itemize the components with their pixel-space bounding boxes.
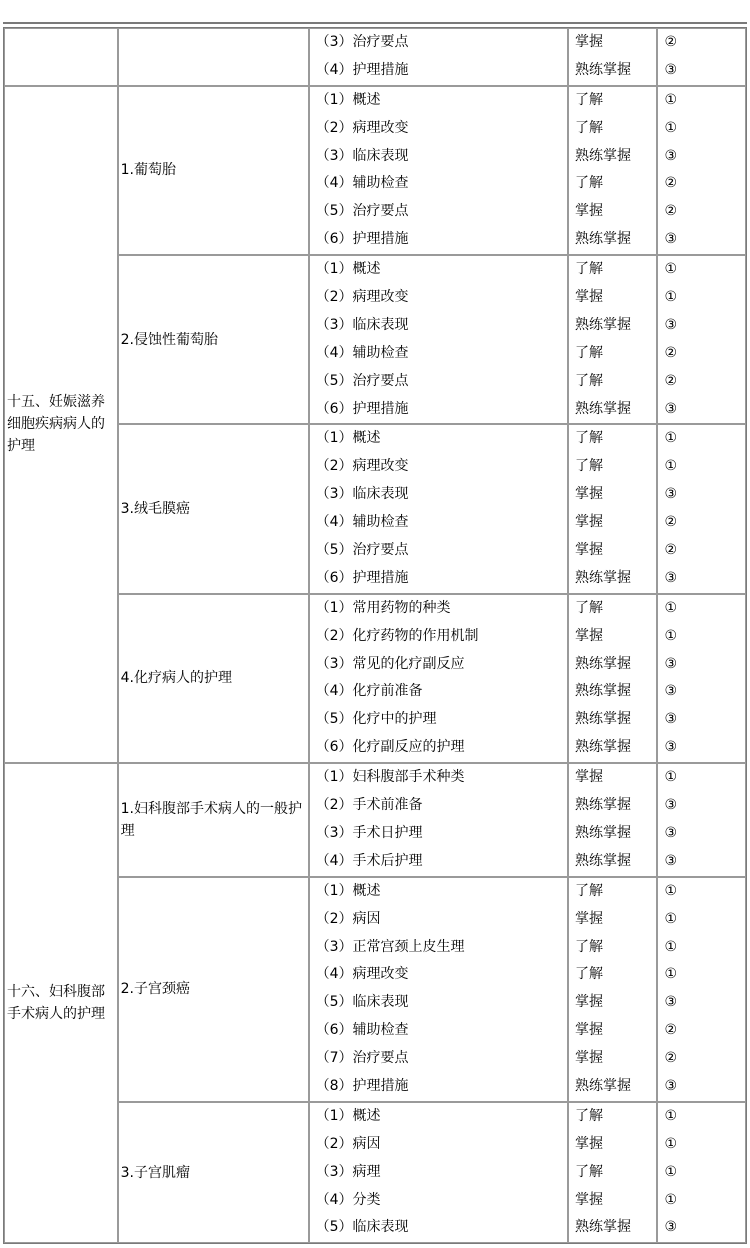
content-cell	[309, 28, 568, 86]
level-cell	[568, 28, 657, 86]
mark-line: ①	[664, 430, 678, 447]
mark-cell	[657, 877, 746, 1102]
mark-line: ①	[664, 261, 678, 278]
mark-line: ①	[664, 599, 678, 616]
mark-line: ③	[664, 61, 678, 78]
content-line: （4）化疗前准备	[315, 683, 423, 700]
topic-cell: 1.妇科腹部手术病人的一般护理	[118, 763, 309, 877]
level-line: 熟练掌握	[575, 1077, 632, 1094]
mark-line: ①	[664, 458, 678, 475]
mark-line: ③	[664, 655, 678, 672]
level-line: 掌握	[575, 1135, 604, 1152]
content-cell	[309, 763, 568, 877]
level-line: 熟练掌握	[575, 61, 632, 78]
content-cell	[309, 255, 568, 424]
level-line: 了解	[575, 599, 604, 616]
content-line: （6）化疗副反应的护理	[315, 739, 465, 756]
mark-line: ①	[664, 938, 678, 955]
level-line: 掌握	[575, 994, 604, 1011]
content-line: （4）手术后护理	[315, 852, 423, 869]
level-line: 熟练掌握	[575, 824, 632, 841]
content-line: （4）辅助检查	[315, 514, 409, 531]
mark-line: ①	[664, 910, 678, 927]
mark-line: ③	[664, 486, 678, 503]
content-line: （3）常见的化疗副反应	[315, 655, 465, 672]
mark-line: ①	[664, 91, 678, 108]
table-row	[4, 28, 746, 86]
content-line: （7）治疗要点	[315, 1050, 409, 1067]
content-line: （3）临床表现	[315, 316, 409, 333]
level-line: 了解	[575, 938, 604, 955]
mark-line: ③	[664, 147, 678, 164]
level-line: 熟练掌握	[575, 655, 632, 672]
mark-line: ③	[664, 852, 678, 869]
content-line: （2）病因	[315, 1135, 381, 1152]
level-line: 掌握	[575, 1022, 604, 1039]
level-line: 了解	[575, 1107, 604, 1124]
content-line: （1）概述	[315, 91, 381, 108]
level-line: 掌握	[575, 769, 604, 786]
content-line: （4）辅助检查	[315, 175, 409, 192]
mark-line: ①	[664, 289, 678, 306]
level-line: 熟练掌握	[575, 797, 632, 814]
level-line: 掌握	[575, 542, 604, 559]
level-line: 掌握	[575, 910, 604, 927]
level-line: 掌握	[575, 289, 604, 306]
content-line: （6）护理措施	[315, 400, 409, 417]
topic-cell: 2.侵蚀性葡萄胎	[118, 255, 309, 424]
level-line: 熟练掌握	[575, 569, 632, 586]
mark-line: ③	[664, 739, 678, 756]
content-line: （5）临床表现	[315, 994, 409, 1011]
content-line: （8）护理措施	[315, 1077, 409, 1094]
content-cell	[309, 86, 568, 255]
mark-cell	[657, 594, 746, 763]
mark-cell	[657, 86, 746, 255]
level-cell	[568, 424, 657, 593]
topic-cell: 2.子宫颈癌	[118, 877, 309, 1102]
level-line: 掌握	[575, 1050, 604, 1067]
syllabus-table	[3, 27, 747, 1244]
level-line: 了解	[575, 119, 604, 136]
level-line: 了解	[575, 966, 604, 983]
mark-line: ③	[664, 1077, 678, 1094]
content-line: （5）治疗要点	[315, 203, 409, 220]
content-line: （2）病因	[315, 910, 381, 927]
content-line: （3）手术日护理	[315, 824, 423, 841]
level-line: 了解	[575, 175, 604, 192]
content-line: （3）治疗要点	[315, 34, 409, 50]
mark-line: ③	[664, 1219, 678, 1236]
mark-line: ②	[664, 203, 678, 220]
mark-cell	[657, 28, 746, 86]
mark-line: ③	[664, 711, 678, 728]
mark-line: ③	[664, 797, 678, 814]
topic-cell	[118, 28, 309, 86]
level-line: 熟练掌握	[575, 739, 632, 756]
unit-cell	[4, 28, 118, 86]
level-line: 了解	[575, 458, 604, 475]
level-line: 熟练掌握	[575, 147, 632, 164]
content-line: （1）常用药物的种类	[315, 599, 451, 616]
mark-line: ②	[664, 542, 678, 559]
level-cell	[568, 1102, 657, 1243]
level-line: 熟练掌握	[575, 231, 632, 248]
content-line: （1）妇科腹部手术种类	[315, 769, 465, 786]
mark-cell	[657, 1102, 746, 1243]
content-line: （5）治疗要点	[315, 542, 409, 559]
unit-cell: 十六、妇科腹部手术病人的护理	[4, 763, 118, 1243]
level-line: 掌握	[575, 34, 604, 50]
content-line: （5）治疗要点	[315, 372, 409, 389]
content-line: （4）辅助检查	[315, 344, 409, 361]
mark-cell	[657, 424, 746, 593]
content-line: （5）化疗中的护理	[315, 711, 437, 728]
topic-cell: 4.化疗病人的护理	[118, 594, 309, 763]
mark-line: ②	[664, 1022, 678, 1039]
level-line: 了解	[575, 344, 604, 361]
content-line: （1）概述	[315, 261, 381, 278]
mark-line: ③	[664, 824, 678, 841]
content-line: （1）概述	[315, 882, 381, 899]
level-line: 掌握	[575, 486, 604, 503]
level-line: 熟练掌握	[575, 316, 632, 333]
mark-cell	[657, 763, 746, 877]
content-line: （3）临床表现	[315, 486, 409, 503]
table-row	[4, 763, 746, 877]
level-cell	[568, 255, 657, 424]
mark-line: ③	[664, 231, 678, 248]
content-cell	[309, 594, 568, 763]
level-line: 熟练掌握	[575, 711, 632, 728]
mark-line: ②	[664, 34, 678, 50]
mark-line: ①	[664, 769, 678, 786]
level-line: 了解	[575, 91, 604, 108]
mark-line: ③	[664, 683, 678, 700]
topic-cell: 1.葡萄胎	[118, 86, 309, 255]
mark-line: ①	[664, 1163, 678, 1180]
level-line: 了解	[575, 372, 604, 389]
mark-line: ②	[664, 1050, 678, 1067]
mark-line: ①	[664, 882, 678, 899]
content-line: （2）手术前准备	[315, 797, 423, 814]
table-row	[4, 86, 746, 255]
syllabus-body	[4, 28, 746, 1243]
top-divider	[3, 22, 747, 24]
level-cell	[568, 877, 657, 1102]
mark-cell	[657, 255, 746, 424]
mark-line: ①	[664, 627, 678, 644]
content-line: （3）正常宫颈上皮生理	[315, 938, 465, 955]
topic-cell: 3.绒毛膜癌	[118, 424, 309, 593]
mark-line: ①	[664, 1135, 678, 1152]
content-line: （1）概述	[315, 1107, 381, 1124]
level-cell	[568, 763, 657, 877]
mark-line: ①	[664, 1191, 678, 1208]
content-line: （2）病理改变	[315, 458, 409, 475]
level-line: 掌握	[575, 627, 604, 644]
level-line: 掌握	[575, 514, 604, 531]
level-line: 了解	[575, 882, 604, 899]
content-line: （3）病理	[315, 1163, 381, 1180]
content-cell	[309, 877, 568, 1102]
level-line: 了解	[575, 430, 604, 447]
level-line: 熟练掌握	[575, 852, 632, 869]
content-line: （1）概述	[315, 430, 381, 447]
content-line: （4）护理措施	[315, 61, 409, 78]
level-cell	[568, 594, 657, 763]
mark-line: ②	[664, 372, 678, 389]
content-line: （6）护理措施	[315, 231, 409, 248]
level-line: 掌握	[575, 203, 604, 220]
unit-cell: 十五、妊娠滋养细胞疾病病人的护理	[4, 86, 118, 763]
mark-line: ①	[664, 1107, 678, 1124]
content-line: （4）病理改变	[315, 966, 409, 983]
level-line: 熟练掌握	[575, 1219, 632, 1236]
mark-line: ③	[664, 400, 678, 417]
mark-line: ③	[664, 994, 678, 1011]
mark-line: ②	[664, 175, 678, 192]
content-line: （2）病理改变	[315, 119, 409, 136]
mark-line: ③	[664, 569, 678, 586]
level-line: 掌握	[575, 1191, 604, 1208]
level-line: 熟练掌握	[575, 400, 632, 417]
level-line: 了解	[575, 1163, 604, 1180]
level-cell	[568, 86, 657, 255]
content-line: （6）辅助检查	[315, 1022, 409, 1039]
mark-line: ②	[664, 514, 678, 531]
content-line: （2）化疗药物的作用机制	[315, 627, 479, 644]
mark-line: ①	[664, 966, 678, 983]
level-line: 了解	[575, 261, 604, 278]
mark-line: ②	[664, 344, 678, 361]
content-line: （3）临床表现	[315, 147, 409, 164]
content-line: （6）护理措施	[315, 569, 409, 586]
level-line: 熟练掌握	[575, 683, 632, 700]
content-cell	[309, 1102, 568, 1243]
mark-line: ③	[664, 316, 678, 333]
content-line: （5）临床表现	[315, 1219, 409, 1236]
topic-cell: 3.子宫肌瘤	[118, 1102, 309, 1243]
content-cell	[309, 424, 568, 593]
mark-line: ①	[664, 119, 678, 136]
content-line: （4）分类	[315, 1191, 381, 1208]
content-line: （2）病理改变	[315, 289, 409, 306]
